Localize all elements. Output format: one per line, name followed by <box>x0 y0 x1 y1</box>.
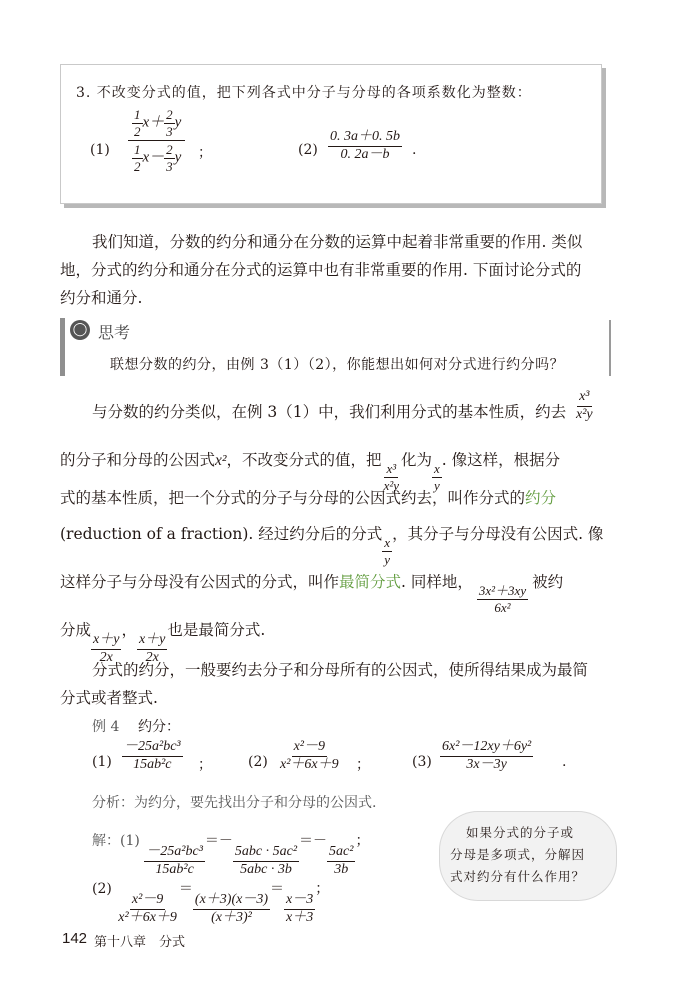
para2-line1: 与分数的约分类似，在例 3（1）中，我们利用分式的基本性质，约去 <box>92 403 567 421</box>
bulb-icon: ◯ <box>70 320 90 340</box>
example-p2-label: (2) <box>248 754 268 770</box>
exercise-item2-end: . <box>412 142 417 158</box>
example-p3-fraction: $\frac{\text{6x²－12xy＋6y²}}{3x-3y}$ <box>442 739 532 772</box>
exercise-title: 3. 不改变分式的值，把下列各式中分子与分母的各项系数化为整数： <box>76 85 532 101</box>
example-p2-end: ； <box>356 757 370 773</box>
exercise-item2-label: (2) <box>298 142 318 158</box>
para2-line2: 的分子和分母的公因式x²，不改变分式的值，把 $\frac{\text{x³}}{\text{x²y}}$ 化为 $\frac{x}{y}$ . 像这样，根据分 <box>60 451 561 493</box>
para2-line3: 式的基本性质，把一个分式的分子与分母的公因式约去，叫作分式的约分 <box>60 489 557 507</box>
term-simplest-fraction: 最简分式 <box>339 573 402 591</box>
chapter-title: 第十八章 分式 <box>94 935 186 950</box>
think-title: 思考 <box>98 323 131 342</box>
example-p2-fraction: $\frac{\text{x²－9}}{\text{x²＋6x＋9}}$ <box>280 739 339 772</box>
para1-line1: 我们知道，分数的约分和通分在分数的运算中起着非常重要的作用. 类似 <box>92 233 583 251</box>
para1-line2: 地，分式的约分和通分在分式的运算中也有非常重要的作用. 下面讨论分式的 <box>60 261 582 279</box>
exercise-item2-fraction: $\frac{0. 3a+0. 5b}{0. 2a-b}$ <box>330 129 400 162</box>
para2-line5: 这样分子与分母没有公因式的分式，叫作最简分式. 同样地， $\frac{\text{3x²＋3xy}}{\text{6x²}}$ 被约 <box>60 573 564 615</box>
example-p1-end: ； <box>198 757 212 773</box>
exercise-item1-fraction: $\frac{1}{2}$ x＋ $\frac{2}{3}$ y $\frac{1}{2}$ x－ $\frac{2}{3}$ y <box>128 108 185 174</box>
para2-fraction-1: $\frac{\text{x³}}{\text{x²y}}$ <box>576 389 593 422</box>
solution-2: (2) $\frac{\text{x²－9}}{\text{x²＋6x＋9}}$ ＝ $\frac{(x+3)(x-3)}{\text{(x＋3)²}}$ ＝ $\frac{x-3}{x+3}$ ； <box>92 881 330 925</box>
example-p3-label: (3) <box>412 754 432 770</box>
example-label: 例 4 <box>92 719 120 735</box>
example-analysis: 分析：为约分，要先找出分子和分母的公因式. <box>92 795 377 811</box>
exercise-item1-label: (1) <box>90 142 110 158</box>
think-text: 联想分数的约分，由例 3（1）（2），你能想出如何对分式进行约分吗？ <box>110 357 565 373</box>
para2-line6: 分成 $\frac{x+y}{2x}$ ， $\frac{x+y}{2x}$ 也是最简分式. <box>60 621 266 665</box>
page-number: 142 <box>62 930 88 947</box>
example-p1-label: (1) <box>92 754 112 770</box>
solution-1: 解：(1) $\frac{\text{－25a²bc³}}{\text{15ab²c}}$ ＝－ $\frac{\text{5abc · 5ac²}}{\text{5abc · 3b}}$ ＝－ $\frac{\text{5ac²}}{3b}$ ； <box>92 833 370 877</box>
example-p1-fraction: $\frac{\text{－25a²bc³}}{\text{15ab²c}}$ <box>124 739 181 772</box>
exercise-item1-sep: ； <box>198 145 212 161</box>
para3-line2: 分式或者整式. <box>60 689 158 707</box>
para3-line1: 分式的约分，一般要约去分子和分母所有的公因式，使所得结果成为最简 <box>92 661 589 679</box>
example-task: 约分： <box>138 719 180 735</box>
para1-line3: 约分和通分. <box>60 289 143 307</box>
term-reduction: 约分 <box>525 489 557 507</box>
para2-line4: (reduction of a fraction). 经过约分后的分式 $\frac{x}{y}$ ，其分子与分母没有公因式. 像 <box>60 525 604 567</box>
example-p3-end: . <box>562 754 567 770</box>
cloud-text: 如果分式的分子或 分母是多项式，分解因 式对约分有什么作用？ <box>450 825 586 884</box>
